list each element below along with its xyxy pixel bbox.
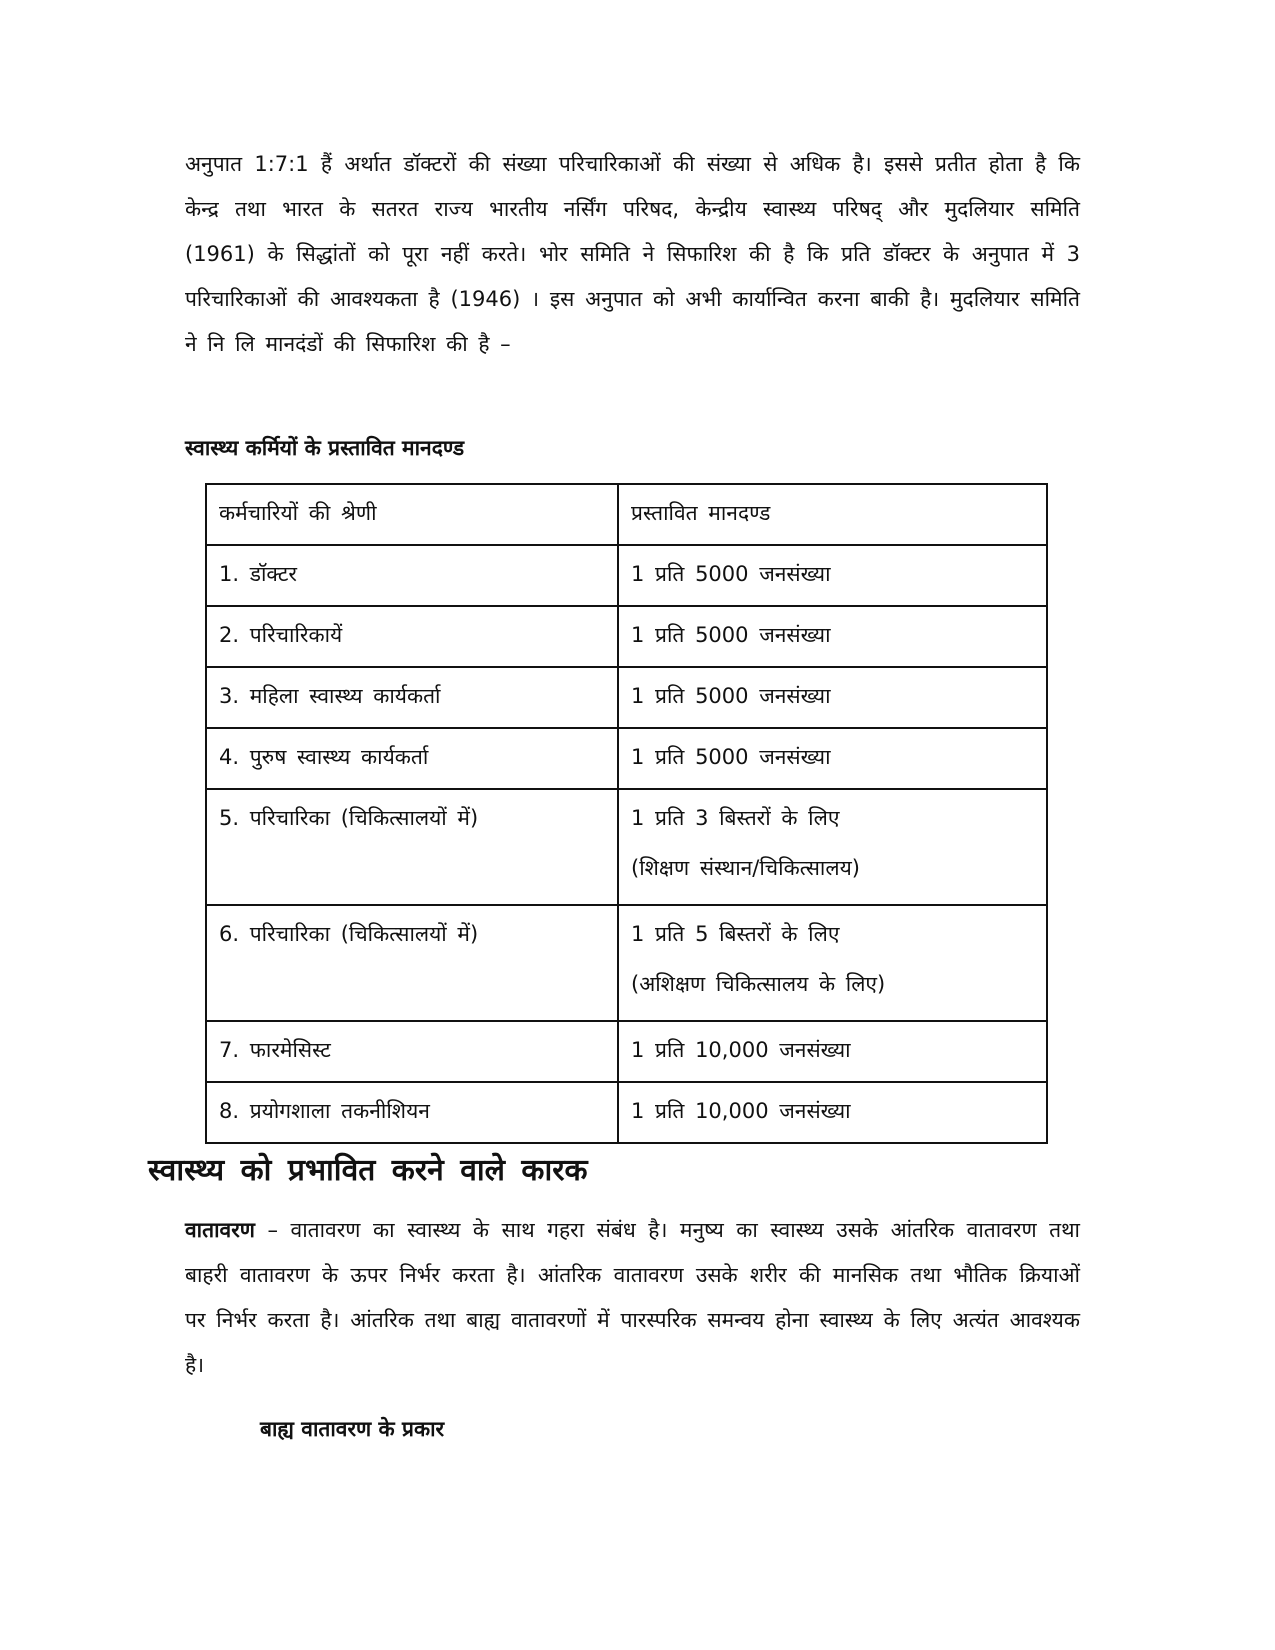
table-row (206, 905, 1047, 1021)
row-norm-value: 1 प्रति 5000 जनसंख्या (631, 562, 831, 586)
intro-paragraph: अनुपात 1:7:1 हैं अर्थात डॉक्टरों की संख्या परिचारिकाओं की संख्या से अधिक है। इससे प्रतीत होता है कि केन्द्र तथा भारत के सतरत राज्य भारतीय नर्सिंग परिषद, केन्द्रीय स्वास्थ्य परिषद् और मुदलियार समिति (1961) के सिद्धांतों को पूरा नहीं करते। भोर समिति ने सिफारिश की है कि प्रति डॉक्टर के अनुपात में 3 परिचारिकाओं की आवश्यकता है (1946) । इस अनुपात को अभी कार्यान्वित करना बाकी है। मुदलियार समिति ने नि लि मानदंडों की सिफारिश की है – (185, 152, 1080, 356)
row-category: 4. पुरुष स्वास्थ्य कार्यकर्ता (206, 728, 618, 789)
header-norm: प्रस्तावित मानदण्ड (618, 484, 1047, 545)
row-category: 6. परिचारिका (चिकित्सालयों में) (206, 905, 618, 1021)
row-norm-note: (अशिक्षण चिकित्सालय के लिए) (631, 972, 886, 996)
row-norm-value: 1 प्रति 5000 जनसंख्या (631, 684, 831, 708)
row-norm-value: 1 प्रति 10,000 जनसंख्या (631, 1099, 851, 1123)
row-norm-value: 1 प्रति 3 बिस्तरों के लिए (631, 806, 840, 830)
section-heading: स्वास्थ्य को प्रभावित करने वाले कारक (148, 1153, 588, 1188)
table-row (206, 606, 1047, 667)
row-category: 7. फारमेसिस्ट (206, 1021, 618, 1082)
row-norm (618, 667, 1047, 728)
row-norm-value: 1 प्रति 5 बिस्तरों के लिए (631, 922, 840, 946)
environment-term: वातावरण (185, 1218, 255, 1242)
table-title: स्वास्थ्य कर्मियों के प्रस्तावित मानदण्ड (185, 436, 465, 460)
row-category: 3. महिला स्वास्थ्य कार्यकर्ता (206, 667, 618, 728)
row-category: 5. परिचारिका (चिकित्सालयों में) (206, 789, 618, 905)
row-norm-note: (शिक्षण संस्थान/चिकित्सालय) (631, 856, 860, 880)
table-row (206, 1021, 1047, 1082)
sub-heading: बाह्य वातावरण के प्रकार (260, 1417, 445, 1441)
table-row (206, 545, 1047, 606)
table-row (206, 1082, 1047, 1143)
row-norm (618, 789, 1047, 905)
row-category: 8. प्रयोगशाला तकनीशियन (206, 1082, 618, 1143)
table-row (206, 667, 1047, 728)
environment-text: – वातावरण का स्वास्थ्य के साथ गहरा संबंध है। मनुष्य का स्वास्थ्य उसके आंतरिक वातावरण तथा बाहरी वातावरण के ऊपर निर्भर करता है। आंतरिक वातावरण उसके शरीर की मानसिक तथा भौतिक क्रियाओं पर निर्भर करता है। आंतरिक तथा बाह्य वातावरणों में पारस्परिक समन्वय होना स्वास्थ्य के लिए अत्यंत आवश्यक है। (185, 1218, 1080, 1377)
table-row (206, 728, 1047, 789)
health-worker-norms-table (205, 483, 1048, 1144)
table-row (206, 789, 1047, 905)
row-norm-value: 1 प्रति 5000 जनसंख्या (631, 623, 831, 647)
row-norm (618, 606, 1047, 667)
row-category: 1. डॉक्टर (206, 545, 618, 606)
row-norm (618, 1021, 1047, 1082)
row-norm (618, 728, 1047, 789)
row-category: 2. परिचारिकायें (206, 606, 618, 667)
environment-paragraph (185, 1208, 1080, 1388)
row-norm (618, 1082, 1047, 1143)
table-header-row (206, 484, 1047, 545)
row-norm (618, 905, 1047, 1021)
row-norm-value: 1 प्रति 10,000 जनसंख्या (631, 1038, 851, 1062)
row-norm-value: 1 प्रति 5000 जनसंख्या (631, 745, 831, 769)
header-category: कर्मचारियों की श्रेणी (206, 484, 618, 545)
row-norm (618, 545, 1047, 606)
